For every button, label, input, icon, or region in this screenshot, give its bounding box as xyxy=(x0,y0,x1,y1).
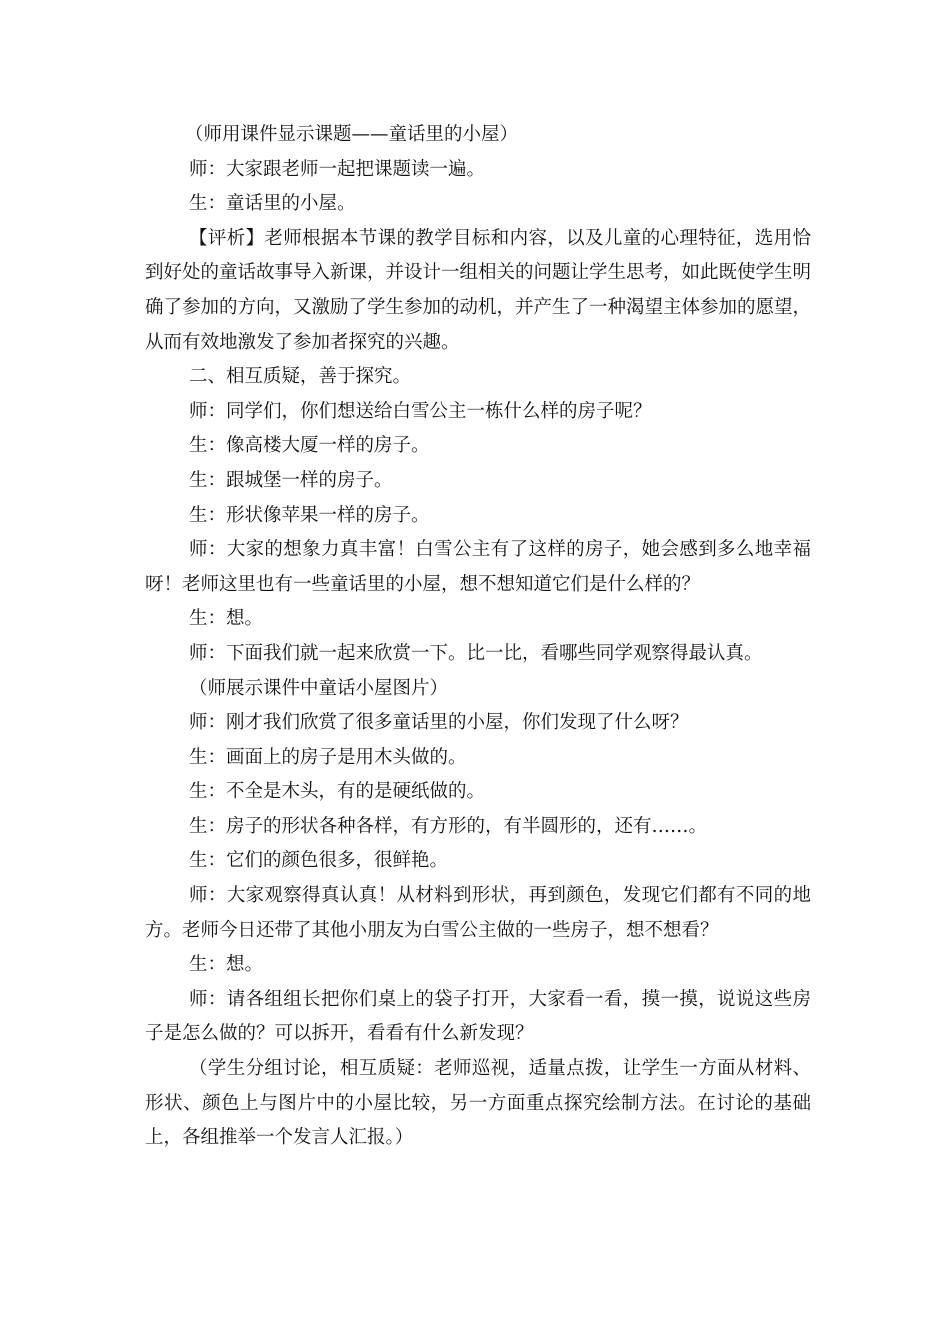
paragraph-student-shapes: 生：房子的形状各种各样，有方形的，有半圆形的，还有……。 xyxy=(189,815,708,837)
paragraph-student-want-1: 生：想。 xyxy=(189,608,264,630)
paragraph-student-answer-1: 生：像高楼大厦一样的房子。 xyxy=(189,435,430,457)
paragraph-student-want-2: 生：想。 xyxy=(189,954,264,976)
paragraph-student-answer-2: 生：跟城堡一样的房子。 xyxy=(189,469,393,491)
paragraph-teacher-appreciate: 师：下面我们就一起来欣赏一下。比一比，看哪些同学观察得最认真。 xyxy=(189,642,763,664)
document-body xyxy=(145,118,811,1156)
paragraph-student-cardboard: 生：不全是木头，有的是硬纸做的。 xyxy=(189,781,486,803)
paragraph-teacher-imagination: 师：大家的想象力真丰富！白雪公主有了这样的房子，她会感到多么地幸福呀！老师这里也有一些童话里的小屋，想不想知道它们是什么样的？ xyxy=(145,539,811,595)
paragraph-student-wood: 生：画面上的房子是用木头做的。 xyxy=(189,746,467,768)
paragraph-teacher-praise: 师：大家观察得真认真！从材料到形状，再到颜色，发现它们都有不同的地方。老师今日还带了其他小朋友为白雪公主做的一些房子，想不想看？ xyxy=(145,885,811,941)
paragraph-course-title: （师用课件显示课题——童话里的小屋） xyxy=(185,124,519,145)
paragraph-teacher-read-title: 师：大家跟老师一起把课题读一遍。 xyxy=(189,158,486,180)
paragraph-commentary: 【评析】老师根据本节课的教学目标和内容，以及儿童的心理特征，选用恰到好处的童话故事导入新课，并设计一组相关的问题让学生思考，如此既使学生明确了参加的方向，又激励了学生参加的动机，并产生了一种渴望主体参加的愿望，从而有效地激发了参加者探究的兴趣。 xyxy=(145,227,812,353)
paragraph-student-title: 生：童话里的小屋。 xyxy=(189,193,356,215)
paragraph-teacher-open-bags: 师：请各组组长把你们桌上的袋子打开，大家看一看，摸一摸，说说这些房子是怎么做的？可以拆开，看看有什么新发现？ xyxy=(145,988,811,1045)
paragraph-student-answer-3: 生：形状像苹果一样的房子。 xyxy=(189,504,430,526)
paragraph-student-colors: 生：它们的颜色很多，很鲜艳。 xyxy=(189,850,449,872)
paragraph-show-pictures: （师展示课件中童话小屋图片） xyxy=(189,677,449,699)
paragraph-teacher-question-house: 师：同学们，你们想送给白雪公主一栋什么样的房子呢？ xyxy=(189,400,652,422)
section-heading-inquiry: 二、相互质疑，善于探究。 xyxy=(189,366,412,388)
paragraph-teacher-discovery: 师：刚才我们欣赏了很多童话里的小屋，你们发现了什么呀？ xyxy=(189,712,689,734)
paragraph-group-discussion: （学生分组讨论，相互质疑：老师巡视，适量点拨，让学生一方面从材料、形状、颜色上与图片中的小屋比较，另一方面重点探究绘制方法。在讨论的基础上，各组推举一个发言人汇报。） xyxy=(145,1058,811,1149)
